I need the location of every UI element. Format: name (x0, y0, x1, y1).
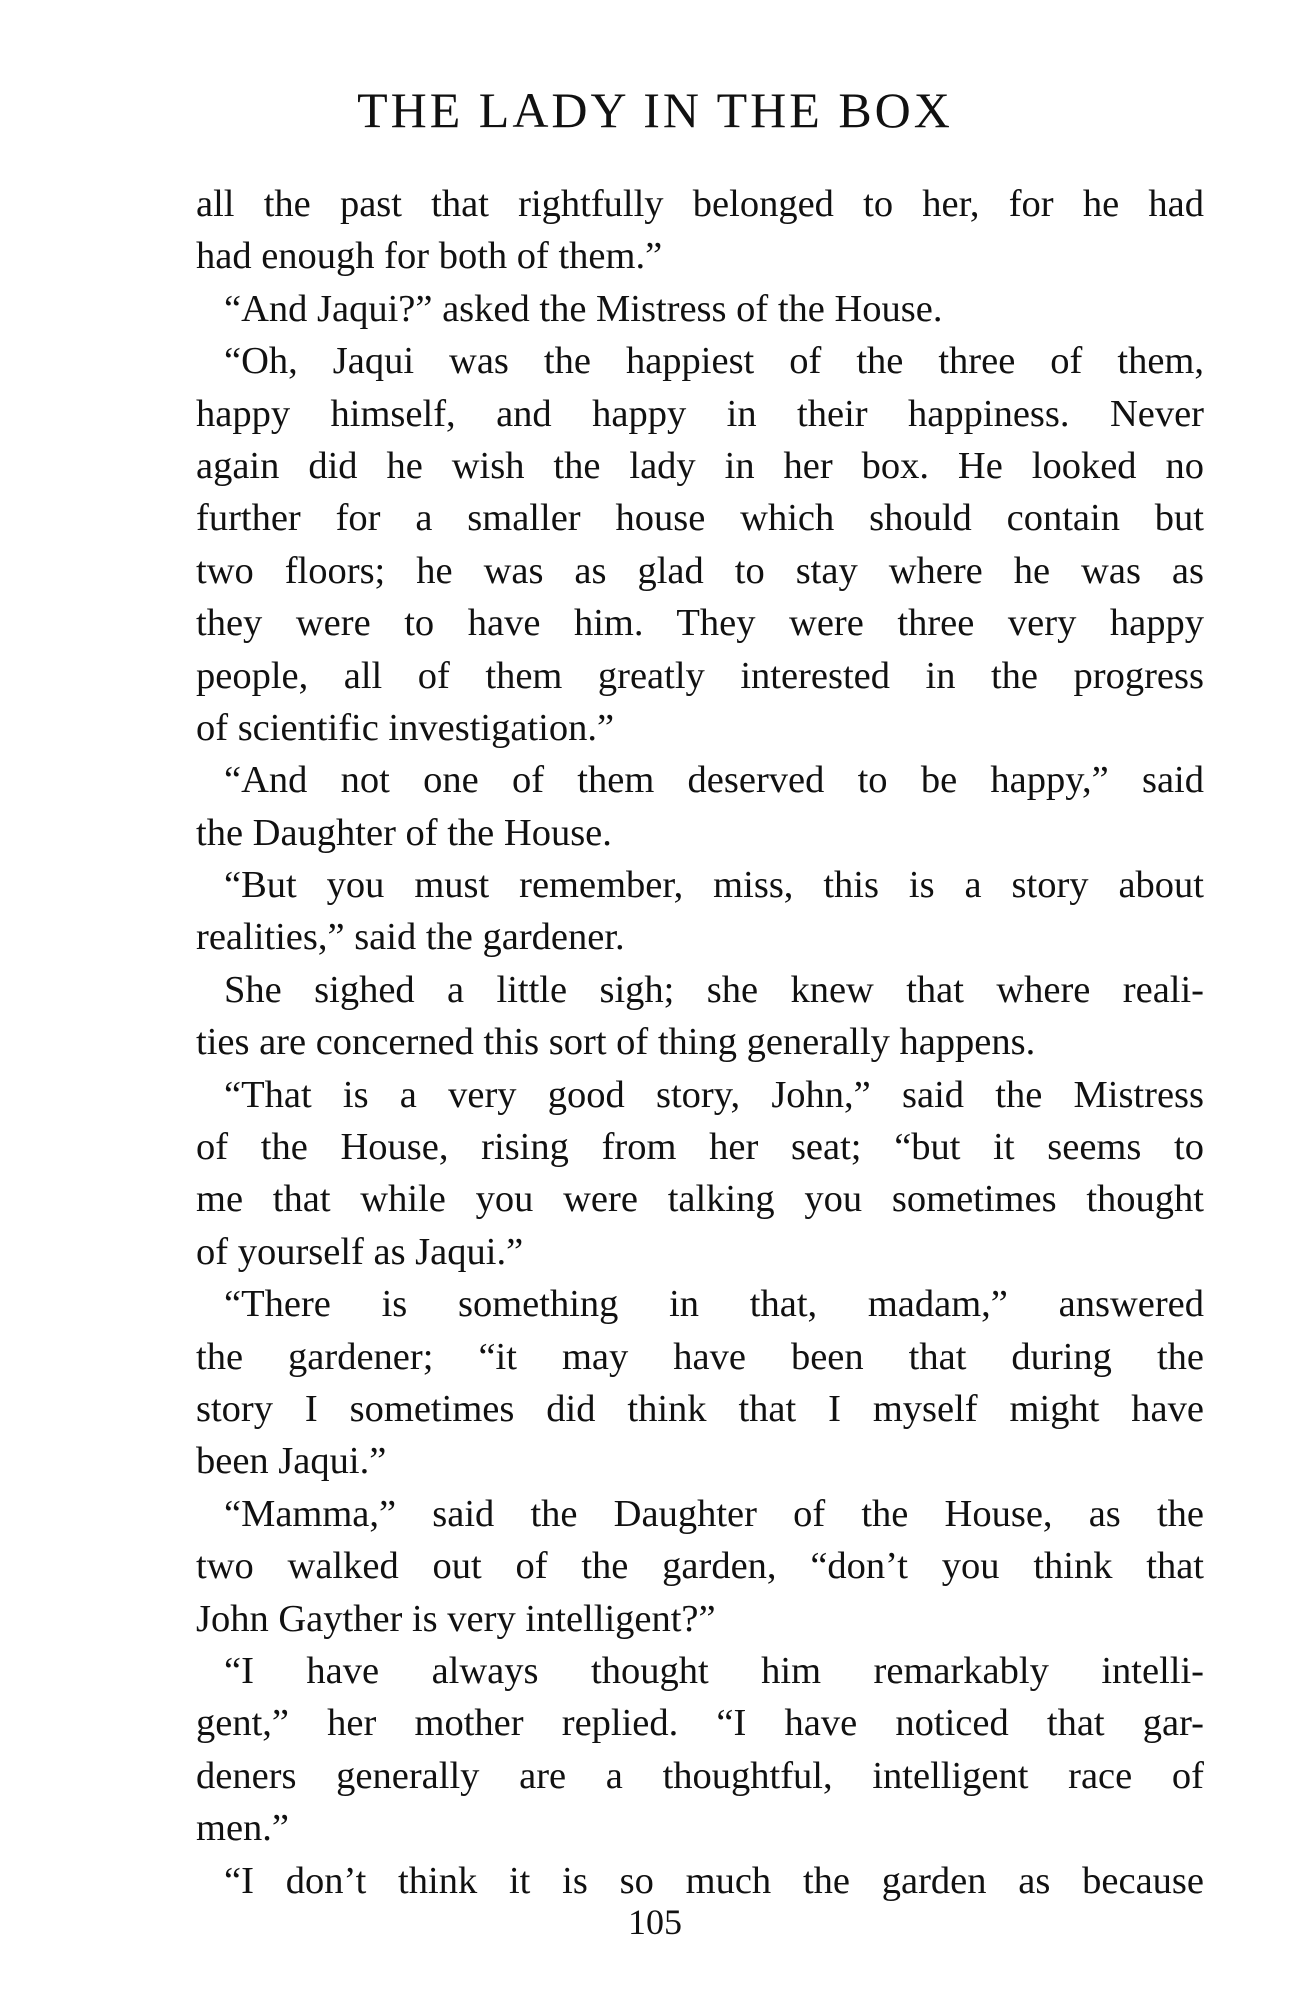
text-line: John Gayther is very intelligent?” (196, 1597, 716, 1640)
text-line: all the past that rightfully belonged to her, for he had (196, 183, 1204, 225)
text-line: ties are concerned this sort of thing generally happens. (196, 1021, 1036, 1064)
text-line: been Jaqui.” (196, 1440, 387, 1483)
text-line: realities,” said the gardener. (196, 916, 625, 959)
body-text (196, 178, 1204, 1907)
text-line: “And Jaqui?” asked the Mistress of the House. (224, 287, 943, 330)
text-line: story I sometimes did think that I myself might have (196, 1387, 1204, 1430)
text-line: deners generally are a thoughtful, intelligent race of (196, 1754, 1204, 1797)
text-line: they were to have him. They were three very happy (196, 602, 1204, 645)
page-number: 105 (628, 1902, 682, 1942)
text-line: “But you must remember, miss, this is a story about (224, 864, 1204, 907)
text-line: “Oh, Jaqui was the happiest of the three of them, (224, 340, 1204, 383)
text-line: of the House, rising from her seat; “but it seems to (196, 1126, 1204, 1169)
text-line: “And not one of them deserved to be happy,” said (224, 759, 1204, 802)
running-head: THE LADY IN THE BOX (357, 82, 953, 138)
text-line: gent,” her mother replied. “I have noticed that gar- (196, 1702, 1204, 1745)
text-line: had enough for both of them.” (196, 235, 663, 278)
text-line: two floors; he was as glad to stay where he was as (196, 549, 1204, 592)
text-line: “I don’t think it is so much the garden as because (224, 1859, 1204, 1902)
text-line: “There is something in that, madam,” answered (224, 1283, 1204, 1326)
text-line: further for a smaller house which should contain but (196, 497, 1204, 540)
text-line: two walked out of the garden, “don’t you think that (196, 1545, 1204, 1588)
text-line: the gardener; “it may have been that during the (196, 1335, 1204, 1378)
text-line: She sighed a little sigh; she knew that where reali- (224, 968, 1204, 1011)
text-line: “I have always thought him remarkably intelli- (224, 1649, 1204, 1692)
text-line: happy himself, and happy in their happiness. Never (196, 392, 1204, 435)
text-line: of yourself as Jaqui.” (196, 1230, 524, 1273)
text-line: again did he wish the lady in her box. He looked no (196, 444, 1204, 487)
text-line: people, all of them greatly interested in the progress (196, 654, 1204, 697)
text-line: me that while you were talking you sometimes thought (196, 1178, 1204, 1221)
text-line: of scientific investigation.” (196, 706, 615, 749)
text-line: “That is a very good story, John,” said the Mistress (224, 1073, 1204, 1116)
text-line: the Daughter of the House. (196, 811, 612, 854)
text-line: “Mamma,” said the Daughter of the House, as the (224, 1492, 1204, 1535)
text-line: men.” (196, 1807, 289, 1850)
